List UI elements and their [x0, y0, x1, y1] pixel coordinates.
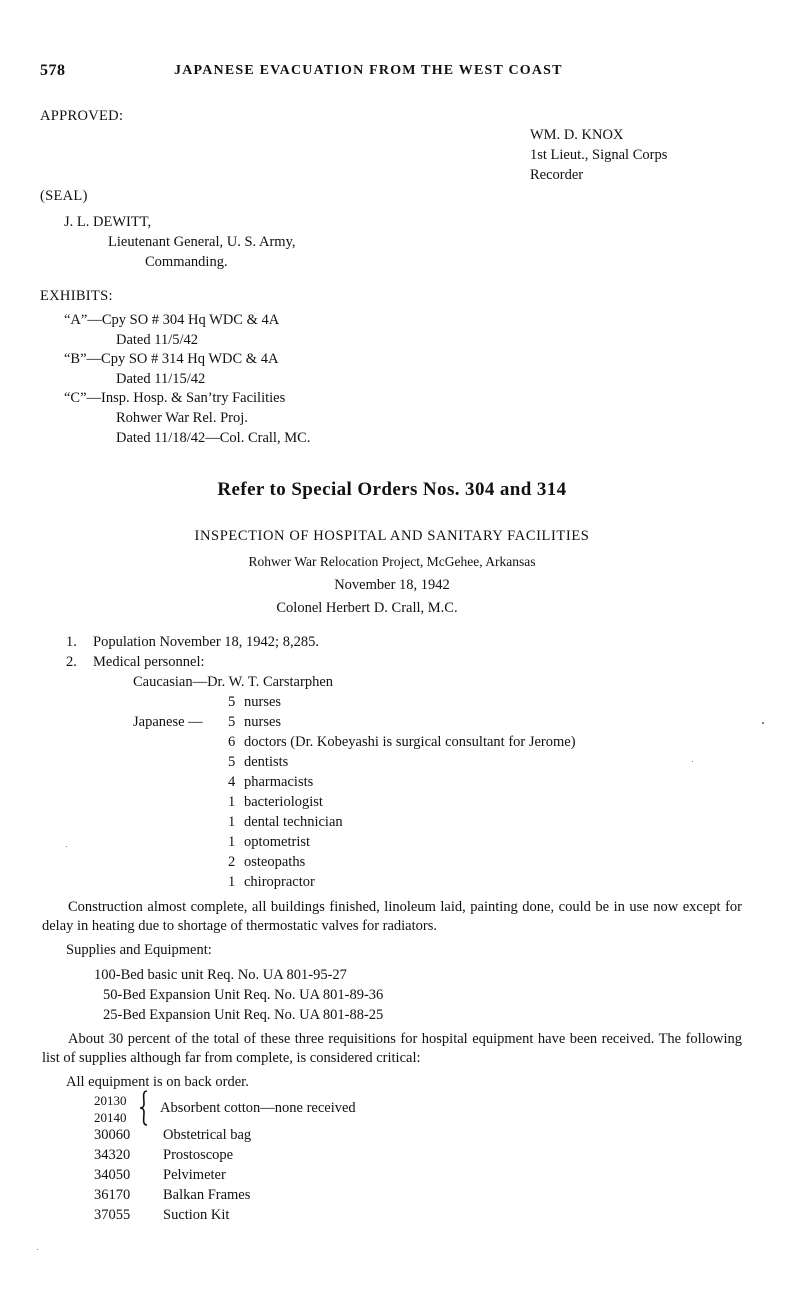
requisition-line: 100-Bed basic unit Req. No. UA 801-95-27: [94, 967, 347, 983]
staff-role: doctors (Dr. Kobeyashi is surgical consultant for Jerome): [244, 734, 576, 750]
approved-label: APPROVED:: [40, 108, 124, 124]
report-title: INSPECTION OF HOSPITAL AND SANITARY FACILITIES: [194, 528, 590, 544]
received-paragraph: About 30 percent of the total of these three requisitions for hospital equipment have been received. The following list of supplies although far from complete, is considered critical:: [42, 1031, 742, 1066]
japanese-label: Japanese —: [133, 714, 203, 730]
equipment-item: Pelvimeter: [163, 1167, 226, 1183]
requisition-line: 25-Bed Expansion Unit Req. No. UA 801-88-25: [103, 1007, 384, 1023]
staff-count: 5: [228, 694, 236, 710]
report-date: November 18, 1942: [334, 577, 450, 593]
item-number: 1.: [66, 634, 77, 650]
scan-speck: [37, 1249, 38, 1250]
equipment-code: 30060: [94, 1127, 131, 1143]
equipment-code: 36170: [94, 1187, 131, 1203]
equipment-code: 34050: [94, 1167, 131, 1183]
commander-title: Lieutenant General, U. S. Army,: [108, 234, 296, 250]
report-inspector: Colonel Herbert D. Crall, M.C.: [276, 600, 458, 616]
item-number: 2.: [66, 654, 77, 670]
equipment-item: Balkan Frames: [163, 1187, 251, 1203]
commander-name: J. L. DEWITT,: [64, 214, 152, 230]
scan-speck: [762, 722, 764, 724]
recorder-role: Recorder: [530, 167, 584, 183]
brace-icon: [138, 1090, 150, 1126]
exhibit-c: “C”—Insp. Hosp. & San’try Facilities: [64, 390, 286, 406]
exhibit-a-date: Dated 11/5/42: [116, 332, 199, 348]
supplies-heading: Supplies and Equipment:: [66, 942, 212, 958]
staff-role: osteopaths: [244, 854, 306, 870]
recorder-rank: 1st Lieut., Signal Corps: [530, 147, 668, 163]
running-title: JAPANESE EVACUATION FROM THE WEST COAST: [174, 63, 563, 78]
staff-role: bacteriologist: [244, 794, 323, 810]
scan-speck: [692, 761, 693, 762]
requisition-line: 50-Bed Expansion Unit Req. No. UA 801-89-36: [103, 987, 384, 1003]
staff-role: nurses: [244, 714, 282, 730]
page-number: 578: [40, 62, 66, 79]
exhibit-c-date: Dated 11/18/42—Col. Crall, MC.: [116, 430, 311, 446]
equipment-code: 37055: [94, 1207, 131, 1223]
construction-paragraph: Construction almost complete, all buildings finished, linoleum laid, painting done, could be in use now except for delay in heating due to shortage of thermostatic valves for radiators.: [42, 899, 742, 934]
equipment-code: 20140: [94, 1110, 127, 1125]
staff-count: 5: [228, 754, 236, 770]
recorder-signature-block: [530, 126, 667, 186]
exhibit-c-project: Rohwer War Rel. Proj.: [116, 410, 248, 426]
scan-speck: [66, 846, 67, 847]
staff-count: 2: [228, 854, 236, 870]
staff-role: optometrist: [244, 834, 311, 850]
equipment-note: All equipment is on back order.: [66, 1074, 249, 1090]
equipment-item: Absorbent cotton—none received: [160, 1100, 356, 1116]
staff-role: dentists: [244, 754, 289, 770]
staff-count: 1: [228, 874, 236, 890]
population-text: Population November 18, 1942; 8,285.: [93, 634, 319, 650]
equipment-code: 34320: [94, 1147, 131, 1163]
commander-role: Commanding.: [145, 254, 228, 270]
staff-role: chiropractor: [244, 874, 315, 890]
staff-count: 1: [228, 814, 236, 830]
staff-role: nurses: [244, 694, 282, 710]
equipment-item: Obstetrical bag: [163, 1127, 252, 1143]
seal-label: (SEAL): [40, 188, 88, 204]
exhibit-a: “A”—Cpy SO # 304 Hq WDC & 4A: [64, 312, 280, 328]
refer-heading: Refer to Special Orders Nos. 304 and 314: [217, 479, 567, 500]
staff-count: 6: [228, 734, 236, 750]
recorder-name: WM. D. KNOX: [530, 127, 624, 143]
staff-count: 1: [228, 794, 236, 810]
caucasian-label: Caucasian—Dr. W. T. Carstarphen: [133, 674, 334, 690]
staff-count: 4: [228, 774, 236, 790]
medical-personnel-heading: Medical personnel:: [93, 654, 205, 670]
equipment-item: Prostoscope: [163, 1147, 234, 1163]
staff-role: dental technician: [244, 814, 343, 830]
exhibit-b-date: Dated 11/15/42: [116, 371, 206, 387]
equipment-item: Suction Kit: [163, 1207, 230, 1223]
staff-count: 1: [228, 834, 236, 850]
staff-role: pharmacists: [244, 774, 314, 790]
equipment-code: 20130: [94, 1093, 127, 1108]
report-location: Rohwer War Relocation Project, McGehee, Arkansas: [248, 554, 536, 569]
exhibit-b: “B”—Cpy SO # 314 Hq WDC & 4A: [64, 351, 279, 367]
exhibits-label: EXHIBITS:: [40, 288, 113, 304]
staff-count: 5: [228, 714, 236, 730]
